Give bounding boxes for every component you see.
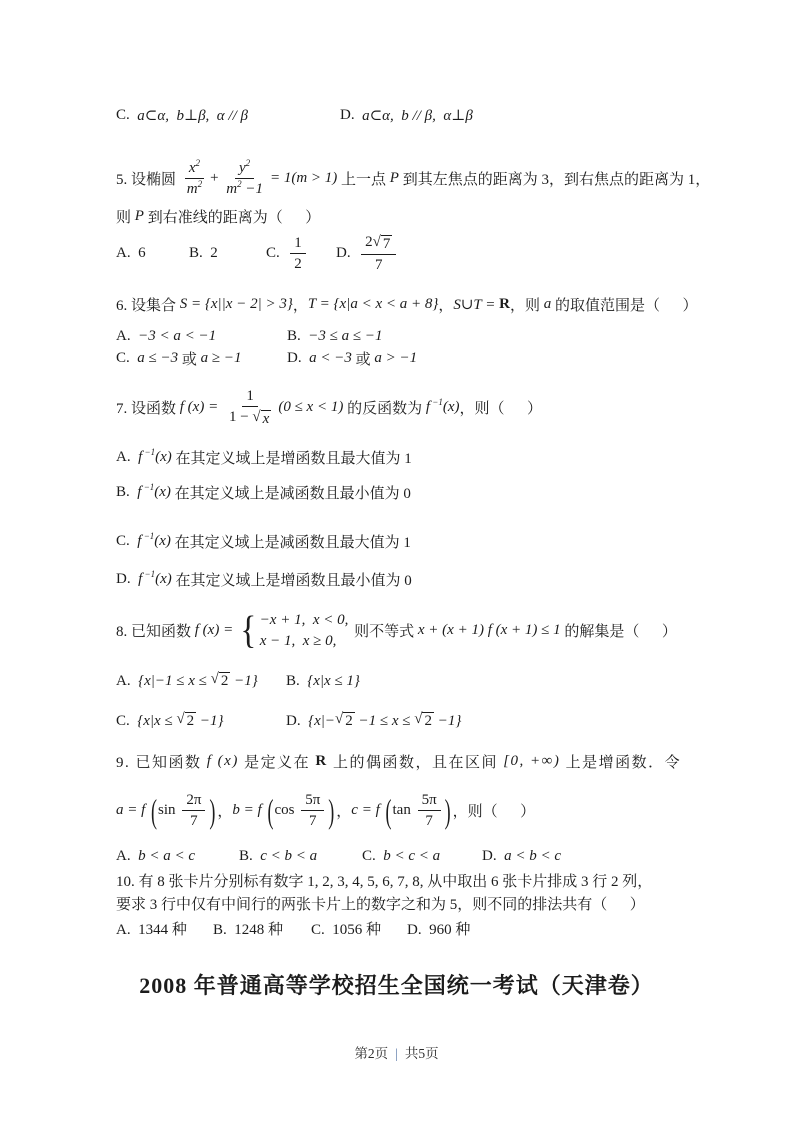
radicand xyxy=(219,672,231,690)
math-run: b < a < c xyxy=(138,848,195,864)
math-run: m xyxy=(226,181,238,197)
q10-option-a xyxy=(116,918,213,939)
footer-separator: | xyxy=(395,1046,398,1061)
text-run: 上的偶函数，且在区间 xyxy=(327,755,504,771)
text-run: D. xyxy=(287,350,310,367)
q8-option-b xyxy=(286,673,360,690)
text-run: C. xyxy=(116,532,138,549)
text-run: 7 xyxy=(374,257,383,274)
math-group xyxy=(426,399,460,416)
text-run: A. xyxy=(116,673,139,689)
q5-option-d xyxy=(336,233,399,274)
page-footer xyxy=(0,1042,793,1062)
math-run: y xyxy=(239,160,246,176)
q5-stem-line-1 xyxy=(116,159,733,198)
superscript: −1 xyxy=(142,446,156,457)
text-run: 上一点 xyxy=(337,172,390,188)
fraction-denominator xyxy=(371,255,387,274)
text-run: C. xyxy=(116,107,138,123)
radical-sign: √ xyxy=(210,671,219,688)
fraction-denominator xyxy=(225,407,275,428)
q7-option-a xyxy=(116,447,733,468)
q9-stem-line-1 xyxy=(116,751,733,772)
fraction xyxy=(183,159,206,198)
piecewise-cases xyxy=(239,611,348,652)
math-run: −1} xyxy=(433,713,462,729)
math-run: a ≤ −3 xyxy=(137,350,179,367)
q7-option-c xyxy=(116,531,733,552)
math-group xyxy=(138,568,172,588)
math-run: x xyxy=(188,160,196,176)
superscript: 2 xyxy=(237,179,242,189)
math-run: −3 ≤ a ≤ −1 xyxy=(308,328,383,345)
text-run: 的反函数为 xyxy=(343,401,426,418)
fraction xyxy=(290,234,306,273)
fraction-denominator xyxy=(305,811,321,830)
q9-stem-line-2 xyxy=(116,791,733,830)
radicand xyxy=(261,410,272,428)
text-run: A. xyxy=(116,448,139,465)
q8-options-row-ab xyxy=(116,672,733,691)
q4-option-c xyxy=(116,106,340,125)
radical-sign: √ xyxy=(335,711,344,728)
math-run: x + (x + 1) f (x + 1) ≤ 1 xyxy=(417,622,561,639)
paren-content xyxy=(274,791,327,830)
math-run: f (x) xyxy=(206,753,239,769)
paren-content xyxy=(393,791,444,830)
q7-option-b xyxy=(116,482,733,503)
text-run: D. xyxy=(336,245,359,262)
big-paren-group xyxy=(385,791,452,830)
math-run: {x|x ≤ 1} xyxy=(307,673,360,689)
text-run: D. xyxy=(482,848,505,864)
text-run: sin xyxy=(158,802,180,818)
q9-option-c xyxy=(362,848,482,865)
superscript: −1 xyxy=(430,397,443,408)
text-run: 在其定义域上是减函数且最小值为 0 xyxy=(170,485,411,502)
text-run: 2π xyxy=(186,792,202,808)
text-run: D. 960 种 xyxy=(407,922,471,938)
q5-option-b xyxy=(189,245,266,262)
fraction xyxy=(418,791,441,830)
math-group xyxy=(138,446,172,466)
math-run: −1 ≤ x ≤ xyxy=(354,713,415,729)
math-run: (x) xyxy=(442,399,460,416)
text-run: 要求 3 行中仅有中间行的两张卡片上的数字之和为 5，则不同的排法共有（ ） xyxy=(116,897,645,913)
fraction-denominator xyxy=(222,179,267,198)
fraction-numerator xyxy=(290,234,306,254)
q5-option-a xyxy=(116,245,189,262)
radical-sign: √ xyxy=(414,711,423,728)
math-run: a xyxy=(543,296,552,313)
text-run: 或 xyxy=(178,352,201,369)
math-run: P xyxy=(134,208,144,224)
math-run: {x|x ≤ xyxy=(137,713,177,729)
text-run: 10. 有 8 张卡片分别标有数字 1, 2, 3, 4, 5, 6, 7, 8, 从中取出 6 张卡片排成 3 行 2 列， xyxy=(116,874,653,890)
fraction-numerator xyxy=(418,791,441,811)
math-run: (x) xyxy=(155,570,172,587)
math-run: f xyxy=(137,532,142,549)
radical-sign: √ xyxy=(252,409,261,426)
fraction xyxy=(361,233,396,274)
math-run: b = f xyxy=(232,802,266,818)
text-run: D. xyxy=(116,570,139,587)
q6-options-row-ab xyxy=(116,327,733,346)
radical-sign: √ xyxy=(176,711,185,728)
math-run: S∪T = xyxy=(453,297,500,314)
paren-content xyxy=(158,791,208,830)
text-run: ， xyxy=(336,804,352,820)
cases-rows xyxy=(260,611,349,652)
q9-option-b xyxy=(239,848,362,865)
text-run: 1 − xyxy=(228,409,253,426)
fraction-numerator xyxy=(361,233,396,255)
text-run: 7 xyxy=(425,813,433,829)
math-run: a > −1 xyxy=(374,350,418,367)
text-run: 2 xyxy=(424,713,432,730)
math-run: f xyxy=(137,483,142,500)
big-paren-group xyxy=(266,791,335,830)
text-run: 7. 设函数 xyxy=(116,401,180,418)
text-run: cos xyxy=(274,802,299,818)
q6-option-d xyxy=(287,348,417,369)
text-run: 的取值范围是（ ） xyxy=(551,298,698,315)
math-group xyxy=(187,181,202,197)
radicand xyxy=(422,712,434,730)
math-run: x xyxy=(262,411,270,428)
text-run: 到右准线的距离为（ ） xyxy=(143,210,321,226)
math-run: x − 1, x ≥ 0, xyxy=(259,633,337,650)
text-run: 则不等式 xyxy=(350,624,418,641)
q6-options-row-cd xyxy=(116,348,733,369)
radical-sign: √ xyxy=(372,234,381,250)
big-paren-group xyxy=(150,791,216,830)
math-run: S = {x||x − 2| > 3} xyxy=(179,296,293,313)
math-run: P xyxy=(389,170,399,186)
math-run: c < b < a xyxy=(260,848,318,864)
text-run: C. xyxy=(362,848,384,864)
text-run: B. 1248 种 xyxy=(213,922,284,938)
q4-option-d xyxy=(340,106,473,125)
math-run: −3 < a < −1 xyxy=(138,328,217,345)
text-run: ， xyxy=(292,298,308,315)
text-run: C. xyxy=(116,713,138,729)
radicand xyxy=(343,712,355,730)
radicand xyxy=(381,235,393,253)
q10-options-row xyxy=(116,918,733,939)
math-run: −1 xyxy=(241,181,263,197)
fraction xyxy=(182,791,205,830)
math-run: a < b < c xyxy=(504,848,561,864)
q5-options-row xyxy=(116,233,733,274)
cases-brace: { xyxy=(240,609,257,653)
text-run: C. xyxy=(266,245,288,262)
right-paren: ) xyxy=(209,791,216,830)
q4-options-row-cd xyxy=(116,106,733,125)
math-run: b < c < a xyxy=(383,848,441,864)
text-run: ，则（ ） xyxy=(459,401,543,418)
text-run: ，则（ ） xyxy=(452,804,536,820)
text-run: 2 xyxy=(345,713,353,730)
text-run: B. xyxy=(116,483,138,500)
text-run: ， xyxy=(217,804,233,820)
fraction-numerator xyxy=(235,159,254,179)
exam-title: 2008 年普通高等学校招生全国统一考试（天津卷） xyxy=(139,973,654,998)
square-root xyxy=(211,672,231,690)
fraction xyxy=(225,387,275,428)
q8-stem-line xyxy=(116,611,733,652)
q10-option-b xyxy=(213,918,311,939)
text-run: 1 xyxy=(246,388,254,405)
text-run: C. xyxy=(116,350,138,367)
text-run: 6. 设集合 xyxy=(116,298,180,315)
math-run: [0, +∞) xyxy=(503,753,561,769)
text-run: D. xyxy=(286,713,309,729)
math-run: a⊂α, b // β, α⊥β xyxy=(362,108,473,124)
text-run: 7 xyxy=(190,813,198,829)
q10-stem-line-2 xyxy=(116,893,733,914)
text-run: 是定义在 xyxy=(238,755,316,771)
text-run: ，则 xyxy=(509,298,544,315)
fraction-numerator xyxy=(242,387,258,407)
math-run: (x) xyxy=(154,532,171,549)
text-run: A. xyxy=(116,328,139,345)
text-run: C. 1056 种 xyxy=(311,922,382,938)
math-run: + xyxy=(209,170,220,186)
text-run: 7 xyxy=(308,813,317,829)
math-run: f xyxy=(138,570,143,587)
text-run: B. xyxy=(286,673,308,689)
text-run: 则 xyxy=(116,210,135,226)
right-paren: ) xyxy=(328,791,335,830)
math-group xyxy=(226,181,263,197)
math-run: f (x) = xyxy=(194,622,237,639)
text-run: 到其左焦点的距离为 3，到右焦点的距离为 1， xyxy=(398,172,711,188)
math-run: −1} xyxy=(230,673,258,689)
math-run: = 1(m > 1) xyxy=(269,170,338,186)
math-group xyxy=(137,530,171,550)
fraction-numerator xyxy=(185,159,204,179)
fraction-numerator xyxy=(182,791,205,811)
text-run: 在其定义域上是增函数且最大值为 1 xyxy=(171,450,412,467)
text-run: A. 6 xyxy=(116,245,146,262)
text-run: A. xyxy=(116,848,139,864)
square-root xyxy=(335,712,355,730)
math-run: {x|−1 ≤ x ≤ xyxy=(138,673,211,689)
text-run: 2 xyxy=(220,673,229,690)
math-group xyxy=(239,160,250,176)
text-run: 7 xyxy=(382,236,391,252)
text-run: 上是增函数．令 xyxy=(560,755,682,771)
page-total: 共5页 xyxy=(404,1046,439,1061)
text-run: 9. 已知函数 xyxy=(116,755,207,771)
q6-option-c xyxy=(116,348,287,369)
square-root xyxy=(414,712,434,730)
fraction-denominator xyxy=(186,811,202,830)
math-group xyxy=(189,160,200,176)
math-bold-run: R xyxy=(315,753,328,769)
text-run: 的解集是（ ） xyxy=(560,624,677,641)
q6-stem-line xyxy=(116,294,733,315)
math-run: f (x) = xyxy=(179,399,222,416)
q8-option-c xyxy=(116,712,286,730)
math-run: a < −3 xyxy=(309,350,352,367)
cases-row xyxy=(260,611,349,630)
fraction-denominator xyxy=(183,179,206,198)
text-run: 5. 设椭圆 xyxy=(116,172,180,188)
text-run: 5π xyxy=(421,792,437,808)
square-root xyxy=(176,712,196,730)
q10-stem-line-1 xyxy=(116,870,733,891)
text-run: 在其定义域上是减函数且最大值为 1 xyxy=(170,534,411,551)
math-run: c = f xyxy=(351,802,384,818)
q8-option-d xyxy=(286,712,461,730)
square-root xyxy=(252,410,271,428)
fraction xyxy=(222,159,267,198)
q6-option-b xyxy=(287,328,382,345)
fraction-numerator xyxy=(301,791,324,811)
math-run: f xyxy=(425,399,431,416)
math-run: −x + 1, x < 0, xyxy=(259,611,349,628)
q9-options-row xyxy=(116,847,733,866)
text-run: 2 xyxy=(186,713,195,730)
q5-stem-line-2 xyxy=(116,206,733,227)
text-run: 2 xyxy=(365,234,373,250)
math-run: T = {x|a < x < a + 8} xyxy=(307,296,439,313)
text-run: 2 xyxy=(294,256,302,273)
q6-option-a xyxy=(116,328,287,345)
text-run: 8. 已知函数 xyxy=(116,624,195,641)
text-run: 在其定义域上是增函数且最小值为 0 xyxy=(171,572,412,589)
text-run: D. xyxy=(340,107,363,123)
q8-options-row-cd xyxy=(116,712,733,731)
text-run: tan xyxy=(392,802,415,818)
left-paren: ( xyxy=(267,791,274,830)
q9-option-d xyxy=(482,848,561,865)
text-run: 1 xyxy=(294,235,302,252)
text-run: B. xyxy=(239,848,261,864)
math-run: a = f xyxy=(116,802,150,818)
text-run: ， xyxy=(438,298,454,315)
math-run: (0 ≤ x < 1) xyxy=(278,399,344,416)
text-run: B. 2 xyxy=(189,245,218,262)
text-run: A. 1344 种 xyxy=(116,922,187,938)
text-run: 5π xyxy=(305,792,321,808)
superscript: −1 xyxy=(142,568,156,579)
fraction-denominator xyxy=(421,811,437,830)
right-paren: ) xyxy=(444,791,451,830)
superscript: −1 xyxy=(141,530,155,541)
superscript: 2 xyxy=(195,158,201,168)
text-run: B. xyxy=(287,328,309,345)
fraction xyxy=(301,791,324,830)
text-run: 或 xyxy=(351,352,375,369)
page-number: 第2页 xyxy=(354,1046,389,1061)
math-run: (x) xyxy=(154,483,171,500)
math-run: {x|− xyxy=(308,713,335,729)
q5-option-c xyxy=(266,234,336,273)
math-run: −1} xyxy=(196,713,224,729)
math-run: (x) xyxy=(155,448,172,465)
math-run: f xyxy=(138,448,143,465)
q9-option-a xyxy=(116,848,239,865)
superscript: 2 xyxy=(197,179,203,189)
q7-option-d xyxy=(116,569,733,590)
radicand xyxy=(185,712,197,730)
math-run: a ≥ −1 xyxy=(200,350,242,367)
superscript: −1 xyxy=(141,481,155,492)
q8-option-a xyxy=(116,672,286,690)
q10-option-c xyxy=(311,918,407,939)
q10-option-d xyxy=(407,918,470,939)
left-paren: ( xyxy=(151,791,158,830)
math-run: m xyxy=(186,181,198,197)
square-root xyxy=(373,235,393,253)
superscript: 2 xyxy=(245,158,251,168)
q7-stem-line xyxy=(116,387,733,428)
fraction-denominator xyxy=(290,254,306,273)
math-group xyxy=(137,481,171,501)
math-bold-run: R xyxy=(499,296,510,313)
math-run: a⊂α, b⊥β, α // β xyxy=(137,108,248,124)
left-paren: ( xyxy=(385,791,392,830)
cases-row xyxy=(260,632,349,651)
